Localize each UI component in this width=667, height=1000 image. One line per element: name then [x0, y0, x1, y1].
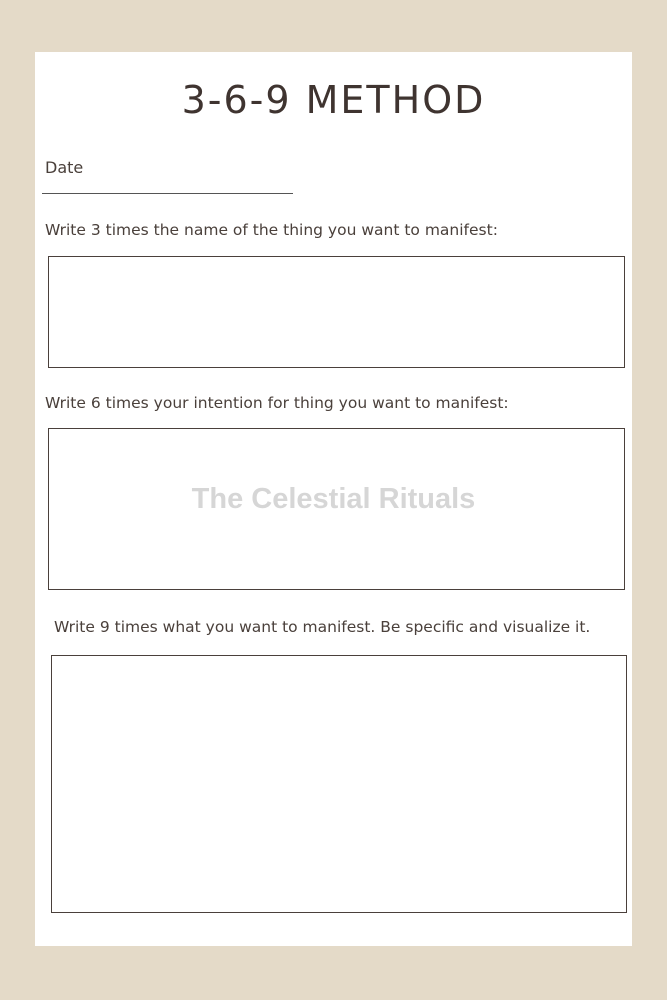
writing-box-3-times[interactable] — [48, 256, 625, 368]
writing-box-9-times[interactable] — [51, 655, 627, 913]
prompt-9-times: Write 9 times what you want to manifest. Be specific and visualize it. — [54, 618, 591, 636]
date-field-line[interactable] — [42, 193, 293, 194]
watermark: The Celestial Rituals — [191, 483, 476, 515]
date-label: Date — [45, 158, 84, 177]
page-title: 3-6-9 METHOD — [181, 78, 486, 122]
prompt-3-times: Write 3 times the name of the thing you want to manifest: — [45, 221, 498, 239]
prompt-6-times: Write 6 times your intention for thing you want to manifest: — [45, 394, 509, 412]
